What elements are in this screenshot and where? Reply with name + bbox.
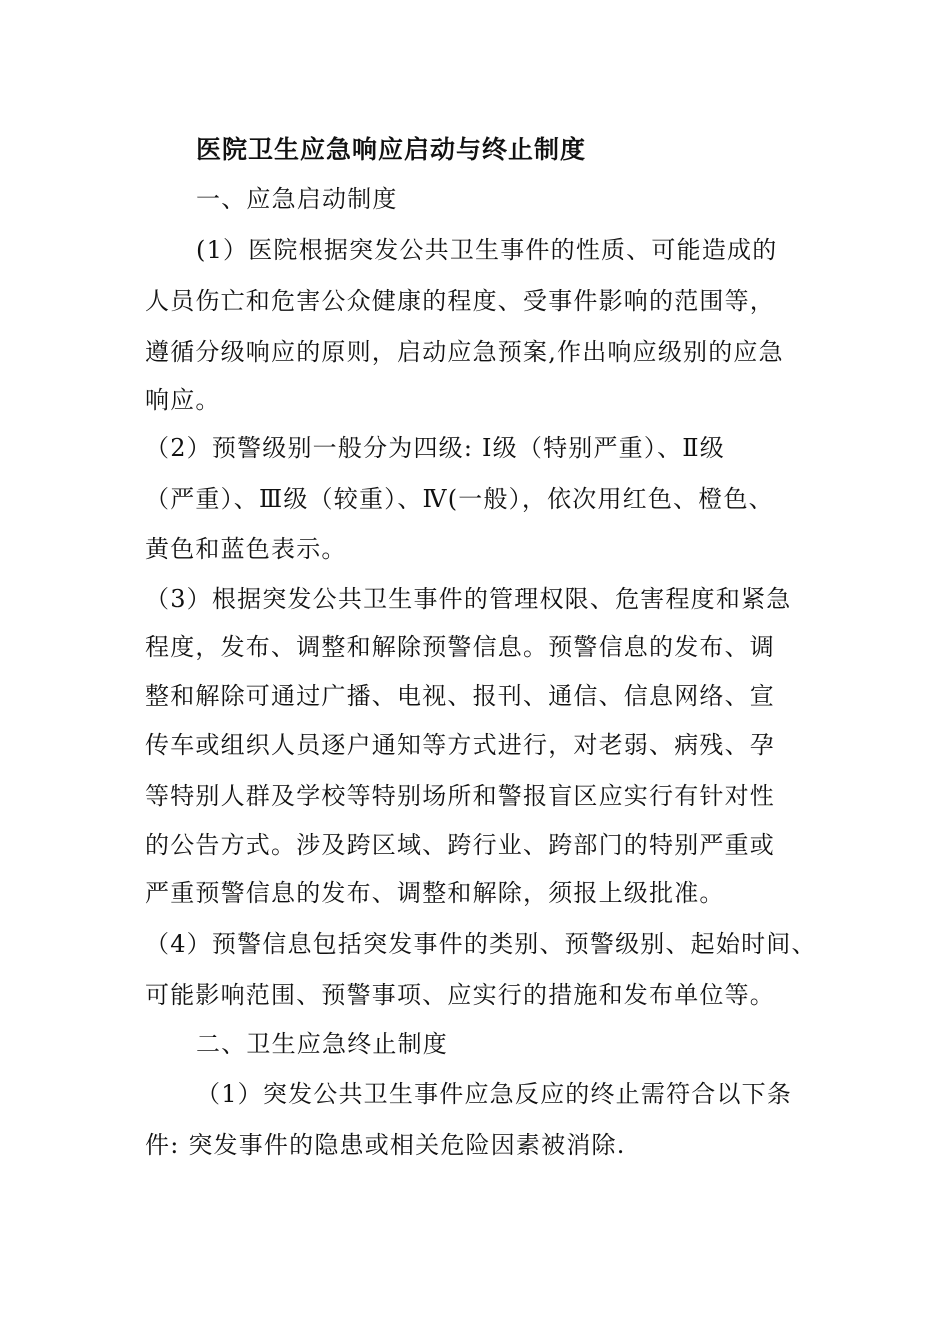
section-heading-emergency-start: 一、应急启动制度	[196, 185, 398, 213]
paragraph-line: （严重）、Ⅲ级（较重）、Ⅳ(一般），依次用红色、橙色、	[145, 485, 774, 513]
paragraph-line: 严重预警信息的发布、调整和解除，须报上级批准。	[145, 879, 725, 907]
paragraph-line: （3）根据突发公共卫生事件的管理权限、危害程度和紧急	[145, 585, 792, 613]
paragraph-line: 整和解除可通过广播、电视、报刊、通信、信息网络、宣	[145, 682, 775, 710]
paragraph-line: 遵循分级响应的原则，启动应急预案,作出响应级别的应急	[145, 338, 784, 366]
paragraph-line: 等特别人群及学校等特别场所和警报盲区应实行有针对性	[145, 782, 775, 810]
paragraph-line: 件: 突发事件的隐患或相关危险因素被消除.	[145, 1131, 626, 1159]
document-title: 医院卫生应急响应启动与终止制度	[196, 135, 587, 164]
paragraph-line: 黄色和蓝色表示。	[145, 535, 347, 563]
paragraph-line: （2）预警级别一般分为四级: Ⅰ级（特别严重）、Ⅱ级	[145, 434, 725, 462]
section-heading-emergency-end: 二、卫生应急终止制度	[196, 1030, 448, 1058]
paragraph-line: （4）预警信息包括突发事件的类别、预警级别、起始时间、	[145, 930, 817, 958]
paragraph-line: （1）突发公共卫生事件应急反应的终止需符合以下条	[196, 1080, 793, 1108]
paragraph-line: 人员伤亡和危害公众健康的程度、受事件影响的范围等，	[145, 287, 775, 315]
paragraph-line: (1）医院根据突发公共卫生事件的性质、可能造成的	[196, 236, 778, 264]
paragraph-line: 传车或组织人员逐户通知等方式进行，对老弱、病残、孕	[145, 731, 775, 759]
paragraph-line: 响应。	[145, 386, 221, 414]
paragraph-line: 可能影响范围、预警事项、应实行的措施和发布单位等。	[145, 981, 775, 1009]
paragraph-line: 程度，发布、调整和解除预警信息。预警信息的发布、调	[145, 633, 775, 661]
paragraph-line: 的公告方式。涉及跨区域、跨行业、跨部门的特别严重或	[145, 831, 775, 859]
